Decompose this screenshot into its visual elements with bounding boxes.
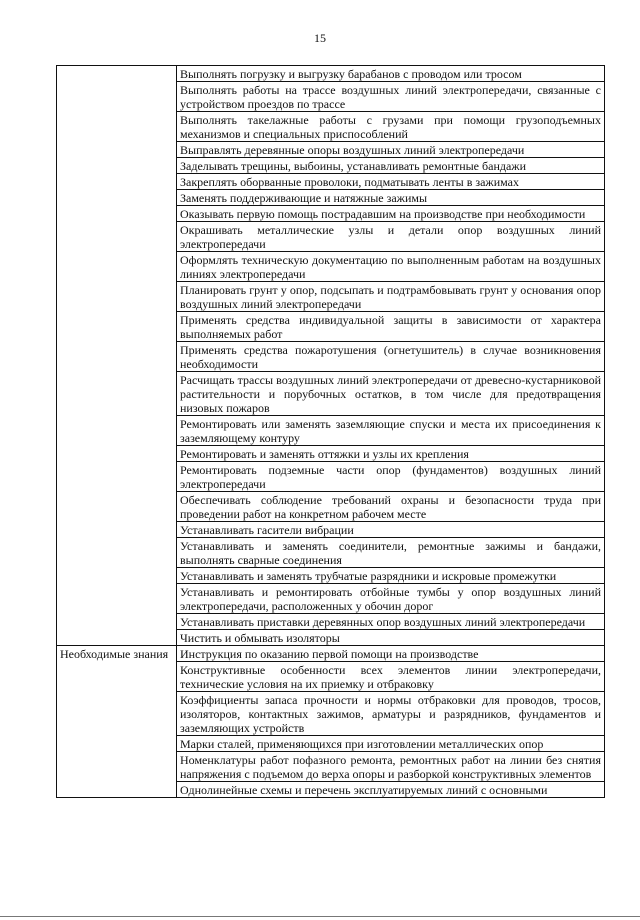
requirement-item: Закреплять оборванные проволоки, подматывать ленты в зажимах — [177, 174, 605, 190]
requirement-item: Расчищать трассы воздушных линий электропередачи от древесно-кустарниковой растительности и порубочных остатков, в том числе для предотвращения низовых пожаров — [177, 372, 605, 416]
requirement-item: Ремонтировать и заменять оттяжки и узлы их крепления — [177, 446, 605, 462]
requirement-item: Ремонтировать подземные части опор (фундаментов) воздушных линий электропередачи — [177, 462, 605, 492]
requirement-item: Выполнять погрузку и выгрузку барабанов с проводом или тросом — [177, 66, 605, 82]
table-row — [57, 646, 605, 662]
requirement-item: Устанавливать приставки деревянных опор воздушных линий электропередачи — [177, 614, 605, 630]
requirement-item: Устанавливать и ремонтировать отбойные тумбы у опор воздушных линий электропередачи, расположенных у обочин дорог — [177, 584, 605, 614]
requirement-item: Применять средства индивидуальной защиты в зависимости от характера выполняемых работ — [177, 312, 605, 342]
requirement-item: Планировать грунт у опор, подсыпать и подтрамбовывать грунт у основания опор воздушных линий электропередачи — [177, 282, 605, 312]
requirement-item: Заменять поддерживающие и натяжные зажимы — [177, 190, 605, 206]
requirement-item: Выполнять работы на трассе воздушных линий электропередачи, связанные с устройством проездов по трассе — [177, 82, 605, 112]
requirement-item: Обеспечивать соблюдение требований охраны и безопасности труда при проведении работ на конкретном рабочем месте — [177, 492, 605, 522]
requirement-item: Чистить и обмывать изоляторы — [177, 630, 605, 646]
requirement-item: Конструктивные особенности всех элементов линии электропередачи, технические условия на их приемку и отбраковку — [177, 662, 605, 692]
requirement-item: Марки сталей, применяющихся при изготовлении металлических опор — [177, 736, 605, 752]
section-label: Необходимые знания — [57, 646, 177, 798]
requirement-item: Заделывать трещины, выбоины, устанавливать ремонтные бандажи — [177, 158, 605, 174]
requirement-item: Выправлять деревянные опоры воздушных линий электропередачи — [177, 142, 605, 158]
page-number: 15 — [314, 31, 326, 45]
table-row — [57, 66, 605, 82]
requirement-item: Коэффициенты запаса прочности и нормы отбраковки для проводов, тросов, изоляторов, контактных зажимов, арматуры и разрядников, фундаментов и заземляющих устройств — [177, 692, 605, 736]
requirement-item: Устанавливать и заменять трубчатые разрядники и искровые промежутки — [177, 568, 605, 584]
requirement-item: Выполнять такелажные работы с грузами при помощи грузоподъемных механизмов и специальных приспособлений — [177, 112, 605, 142]
requirement-item: Оказывать первую помощь пострадавшим на производстве при необходимости — [177, 206, 605, 222]
requirement-item: Инструкция по оказанию первой помощи на производстве — [177, 646, 605, 662]
section-label — [57, 66, 177, 646]
requirement-item: Оформлять техническую документацию по выполненным работам на воздушных линиях электропередачи — [177, 252, 605, 282]
requirement-item: Ремонтировать или заменять заземляющие спуски и места их присоединения к заземляющему контуру — [177, 416, 605, 446]
requirements-table-body — [57, 66, 605, 798]
requirement-item: Окрашивать металлические узлы и детали опор воздушных линий электропередачи — [177, 222, 605, 252]
requirement-item: Однолинейные схемы и перечень эксплуатируемых линий с основными — [177, 782, 605, 798]
requirement-item: Устанавливать и заменять соединители, ремонтные зажимы и бандажи, выполнять сварные соединения — [177, 538, 605, 568]
requirement-item: Применять средства пожаротушения (огнетушитель) в случае возникновения необходимости — [177, 342, 605, 372]
requirements-table — [56, 65, 605, 798]
requirement-item: Номенклатуры работ пофазного ремонта, ремонтных работ на линии без снятия напряжения с подъемом до верха опоры и разборкой конструктивных элементов — [177, 752, 605, 782]
requirement-item: Устанавливать гасители вибрации — [177, 522, 605, 538]
scan-edge-divider — [0, 916, 640, 917]
